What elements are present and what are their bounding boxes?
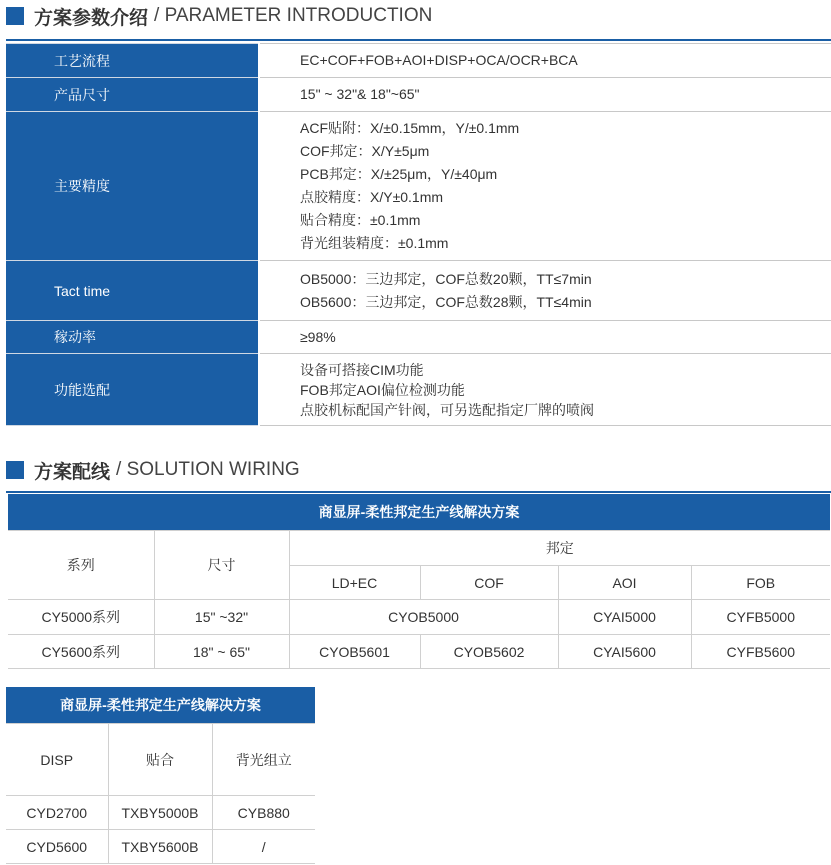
cell-fob: CYFB5000 <box>691 600 830 635</box>
param-label: 功能选配 <box>6 354 259 426</box>
col-header-bond: 邦定 <box>289 531 830 566</box>
param-row <box>6 112 831 261</box>
param-label: 工艺流程 <box>6 44 259 78</box>
cell-aoi: CYAI5000 <box>558 600 691 635</box>
cell-size: 18" ~ 65" <box>154 635 289 669</box>
col-header-disp: DISP <box>6 724 108 796</box>
cell-backlight: CYB880 <box>212 796 315 830</box>
param-line: 背光组装精度：±0.1mm <box>300 235 449 251</box>
param-value <box>259 112 831 261</box>
param-section-header <box>6 1 432 31</box>
param-label: 稼动率 <box>6 321 259 354</box>
param-line: COF邦定：X/Y±5μm <box>300 143 430 159</box>
param-line: ≥98% <box>300 328 336 345</box>
section-square-icon <box>6 461 24 479</box>
col-header-backlight: 背光组立 <box>212 724 315 796</box>
cell-laminate: TXBY5000B <box>108 796 212 830</box>
wiring-table-2 <box>6 687 315 864</box>
wiring-table-1-caption: 商显屏-柔性邦定生产线解决方案 <box>8 494 830 531</box>
sub-col-ldec: LD+EC <box>289 566 420 600</box>
wiring-title-en: / SOLUTION WIRING <box>116 459 300 480</box>
param-label: 主要精度 <box>6 112 259 261</box>
col-header-laminate: 贴合 <box>108 724 212 796</box>
wiring-table-2-caption: 商显屏-柔性邦定生产线解决方案 <box>6 687 315 724</box>
cell-fob: CYFB5600 <box>691 635 830 669</box>
param-line: 点胶精度：X/Y±0.1mm <box>300 189 444 205</box>
cell-ldec-cof: CYOB5000 <box>289 600 558 635</box>
param-value <box>259 321 831 354</box>
sub-col-fob: FOB <box>691 566 830 600</box>
cell-cof: CYOB5602 <box>420 635 558 669</box>
wiring-section-header <box>6 455 300 485</box>
wiring-header-line <box>6 491 831 493</box>
sub-col-cof: COF <box>420 566 558 600</box>
col-header-series: 系列 <box>8 531 154 600</box>
param-value <box>259 44 831 78</box>
param-row <box>6 44 831 78</box>
param-label: 产品尺寸 <box>6 78 259 112</box>
param-title-cn: 方案参数介绍 <box>34 7 149 29</box>
param-header-line <box>6 39 831 41</box>
param-label: Tact time <box>6 261 259 321</box>
param-title-en: / PARAMETER INTRODUCTION <box>154 5 433 26</box>
param-line: OB5000：三边邦定，COF总数20颗，TT≤7min <box>300 270 592 287</box>
param-line: OB5600：三边邦定，COF总数28颗，TT≤4min <box>300 293 592 310</box>
table-row <box>8 635 830 669</box>
param-row <box>6 354 831 426</box>
cell-disp: CYD2700 <box>6 796 108 830</box>
section-square-icon <box>6 7 24 25</box>
table-row <box>6 796 315 830</box>
cell-aoi: CYAI5600 <box>558 635 691 669</box>
param-line: 15" ~ 32"& 18"~65" <box>300 86 420 102</box>
param-line: EC+COF+FOB+AOI+DISP+OCA/OCR+BCA <box>300 52 578 68</box>
cell-laminate: TXBY5600B <box>108 830 212 864</box>
cell-backlight: / <box>212 830 315 864</box>
cell-disp: CYD5600 <box>6 830 108 864</box>
param-row <box>6 321 831 354</box>
cell-series: CY5600系列 <box>8 635 154 669</box>
param-line: 贴合精度：±0.1mm <box>300 212 421 228</box>
sub-col-aoi: AOI <box>558 566 691 600</box>
param-line: PCB邦定：X/±25μm，Y/±40μm <box>300 166 498 182</box>
cell-size: 15" ~32" <box>154 600 289 635</box>
param-line: 点胶机标配国产针阀，可另选配指定厂牌的喷阀 <box>300 401 594 418</box>
param-line: FOB邦定AOI偏位检测功能 <box>300 381 465 398</box>
param-line: ACF贴附：X/±0.15mm，Y/±0.1mm <box>300 120 520 136</box>
param-row <box>6 78 831 112</box>
param-value <box>259 78 831 112</box>
parameter-table <box>6 43 831 426</box>
cell-series: CY5000系列 <box>8 600 154 635</box>
col-header-size: 尺寸 <box>154 531 289 600</box>
table-row <box>8 600 830 635</box>
wiring-title-cn: 方案配线 <box>34 461 111 483</box>
param-value <box>259 261 831 321</box>
param-value <box>259 354 831 426</box>
wiring-table-1 <box>8 494 830 669</box>
param-row <box>6 261 831 321</box>
table-row <box>6 830 315 864</box>
param-line: 设备可搭接CIM功能 <box>300 361 424 378</box>
cell-ldec: CYOB5601 <box>289 635 420 669</box>
